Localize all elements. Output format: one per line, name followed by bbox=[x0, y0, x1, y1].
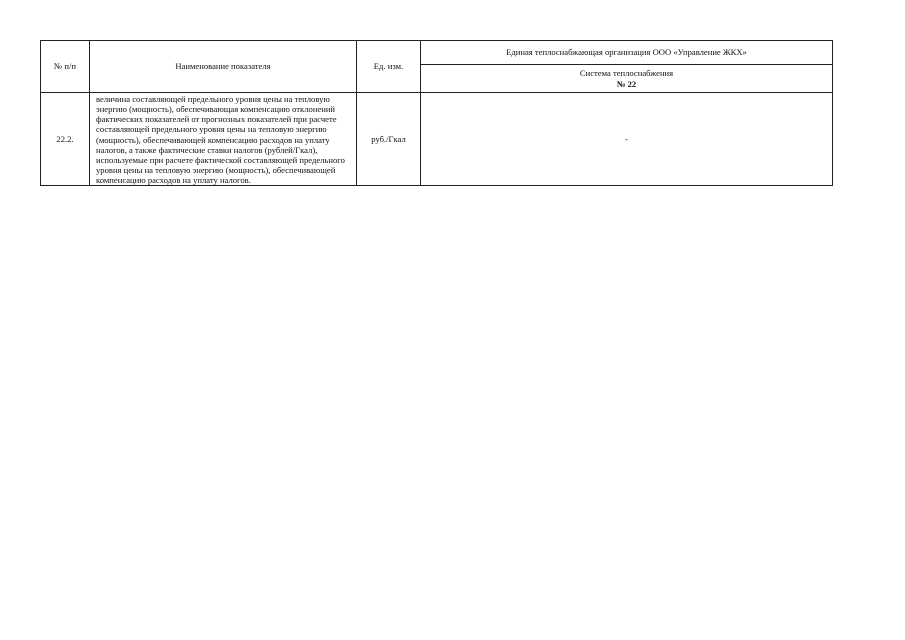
header-name: Наименование показателя bbox=[90, 41, 357, 93]
header-unit: Ед. изм. bbox=[357, 41, 421, 93]
header-organization: Единая теплоснабжающая организация ООО «Управление ЖКХ» bbox=[421, 41, 833, 65]
header-system-number: № 22 bbox=[616, 78, 637, 89]
header-row bbox=[41, 41, 833, 65]
row-name: величина составляющей предельного уровня цены на тепловую энергию (мощность), обеспечивающая компенсацию отклонений фактических показателей от прогнозных показателей при расчете составляющей предельного уровня цены на тепловую энергию (мощность), обеспечивающей компенсацию расходов на уплату налогов, а также фактические ставки налогов (рублей/Гкал), используемые при расчете фактической составляющей предельного уровня цены на тепловую энергию (мощность), обеспечивающей компенсацию расходов на уплату налогов. bbox=[90, 93, 357, 186]
indicator-table bbox=[40, 40, 833, 186]
row-unit: руб./Гкал bbox=[357, 93, 421, 186]
header-system-label: Система теплоснабжения bbox=[579, 68, 674, 79]
row-num: 22.2. bbox=[41, 93, 90, 186]
header-num: № п/п bbox=[41, 41, 90, 93]
header-system bbox=[421, 65, 833, 93]
table-row bbox=[41, 93, 833, 186]
row-value: - bbox=[421, 93, 833, 186]
